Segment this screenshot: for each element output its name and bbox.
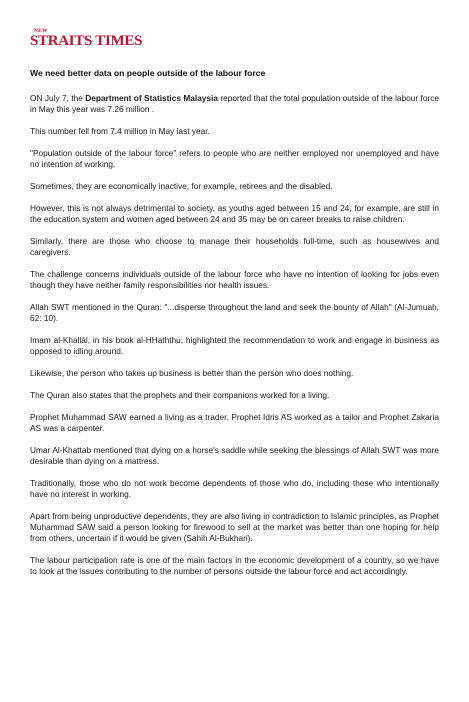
paragraph-14: Traditionally, those who do not work become dependents of those who do, including those who intentionally have no interest in working. [30, 478, 439, 499]
article-body [30, 93, 439, 588]
paragraph-13: Umar Al-Khattab mentioned that dying on a horse's saddle while seeking the blessings of Allah SWT was more desirable than dying on a mattress. [30, 445, 439, 466]
article-headline: We need better data on people outside of the labour force [30, 68, 266, 78]
masthead-name: STRAITS TIMES [30, 33, 143, 49]
paragraph-15: Apart from being unproductive dependents, they are also living in contradiction to Islamic principles, as Prophet Muhammad SAW said a person looking for firewood to sell at the market was better than one hoping for help from others, uncertain if it would be given (Sahih Al-Bukhari). [30, 511, 439, 543]
paragraph-1: ON July 7, the Department of Statistics Malaysia reported that the total population outside of the labour force in May this year was 7.26 million . [30, 93, 440, 114]
paragraph-8: Allah SWT mentioned in the Quran: "...disperse throughout the land and seek the bounty of Allah" (Al-Jumuah, 62: 10). [30, 302, 439, 323]
paragraph-6: Similarly, there are those who choose to manage their households full-time, such as housewives and caregivers. [30, 236, 439, 257]
paragraph-2: This number fell from 7.4 million in May last year. [30, 126, 210, 136]
masthead-new: NEW [34, 28, 48, 34]
paragraph-9: Imam al-Khallāl, in his book al-HHaththu, highlighted the recommendation to work and engage in business as opposed to idling around. [30, 335, 439, 356]
paragraph-5: However, this is not always detrimental to society, as youths aged between 15 and 24, for example, are still in the education system and women aged between 24 and 35 may be on career breaks to raise children. [30, 203, 439, 224]
agency-name: Department of Statistics Malaysia [85, 93, 218, 103]
paragraph-12: Prophet Muhammad SAW earned a living as a trader. Prophet Idris AS worked as a tailor and Prophet Zakaria AS was a carpenter. [30, 412, 439, 433]
paragraph-16: The labour participation rate is one of the main factors in the economic development of a country, so we have to look at the issues contributing to the number of persons outside the labour force and act accordingly. [30, 555, 439, 576]
paragraph-4: Sometimes, they are economically inactive, for example, retirees and the disabled. [30, 181, 333, 191]
paragraph-10: Likewise, the person who takes up business is better than the person who does nothing. [30, 368, 354, 378]
paragraph-7: The challenge concerns individuals outside of the labour force who have no intention of looking for jobs even though they have neither family responsibilities nor health issues. [30, 269, 439, 290]
paragraph-3: "Population outside of the labour force" refers to people who are neither employed nor unemployed and have no intention of working. [30, 148, 439, 169]
paragraph-11: The Quran also states that the prophets and their companions worked for a living. [30, 390, 330, 400]
masthead-logo [30, 28, 143, 58]
